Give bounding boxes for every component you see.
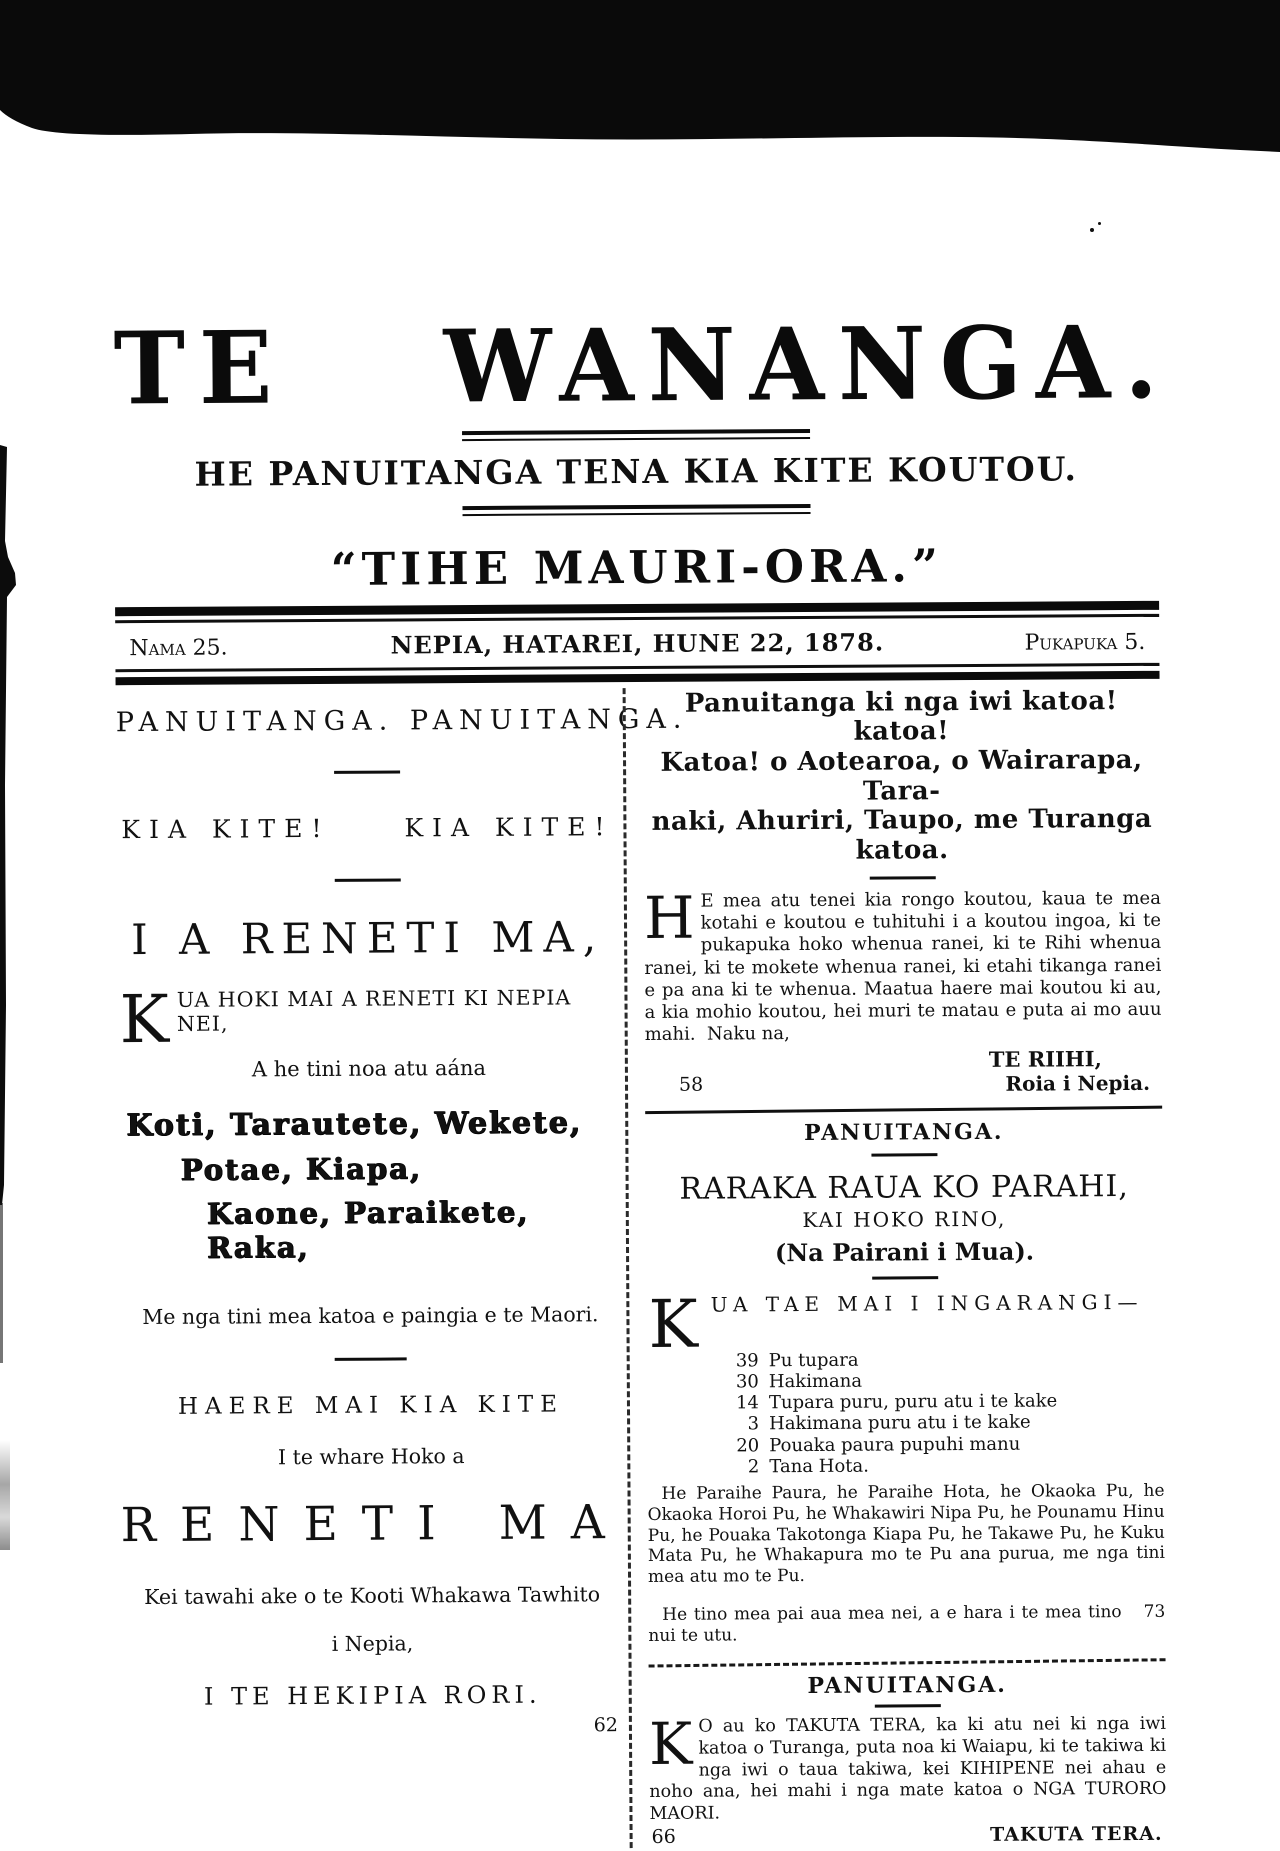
masthead-double-rule xyxy=(462,429,810,441)
ad-number-73: 73 xyxy=(1143,1601,1166,1622)
list-item xyxy=(733,1348,1164,1372)
hardware-title: RARAKA RAUA KO PARAHI, xyxy=(679,1168,1129,1207)
right-heading-line-1: Panuitanga ki nga iwi katoa! katoa! xyxy=(684,685,1118,748)
hardware-subtitle: KAI HOKO RINO, xyxy=(802,1206,1007,1232)
divider-rule xyxy=(335,878,401,881)
ink-dot xyxy=(1090,228,1094,232)
lawyer-footer xyxy=(645,1071,1162,1098)
left-column-heading: PANUITANGA. PANUITANGA. xyxy=(115,703,689,739)
list-item xyxy=(733,1433,1164,1457)
list-item xyxy=(733,1390,1164,1414)
lawyer-role: Roia i Nepia. xyxy=(1005,1070,1151,1096)
item-qty: 2 xyxy=(747,1456,760,1478)
kei-tawahi-line: Kei tawahi ake o te Kooti Whakawa Tawhito xyxy=(144,1582,601,1609)
lawyer-signature: TE RIIHI, xyxy=(988,1045,1102,1072)
right-heading-line-3: naki, Ahuriri, Taupo, me Turanga xyxy=(651,804,1153,838)
kia-kite-2: KIA KITE! xyxy=(404,811,614,843)
panuitanga-heading-2: PANUITANGA. xyxy=(807,1672,1008,1700)
divider-rule xyxy=(869,876,935,879)
issue-number: Nama 25. xyxy=(129,635,228,661)
kia-kite-1: KIA KITE! xyxy=(121,813,331,844)
reneti-big: RENETI MA xyxy=(120,1494,629,1554)
me-nga-line: Me nga tini mea katoa e paingia e te Maori. xyxy=(142,1302,599,1329)
item-qty: 39 xyxy=(735,1350,759,1372)
i-nepia-line: i Nepia, xyxy=(331,1631,414,1656)
right-heading-line-4: katoa. xyxy=(855,835,949,866)
item-qty: 3 xyxy=(747,1413,760,1435)
dropcap-K: K xyxy=(648,1710,693,1779)
goods-line-1: Koti, Tarautete, Wekete, xyxy=(126,1105,583,1143)
newspaper-page xyxy=(113,303,1173,1851)
dateline xyxy=(115,626,1159,661)
divider-rule xyxy=(874,1704,940,1707)
item-qty: 14 xyxy=(735,1392,760,1414)
divider-rule xyxy=(334,770,400,773)
goods-line-3: Kaone, Paraikete, Raka, xyxy=(206,1194,530,1265)
ad-number-58: 58 xyxy=(678,1073,704,1096)
scan-smudge xyxy=(0,1440,10,1550)
divider-rule xyxy=(335,1357,407,1360)
item-qty: 20 xyxy=(736,1434,760,1457)
kua-tae-text: UA TAE MAI I INGARANGI— xyxy=(710,1289,1144,1317)
hekipia-line: I TE HEKIPIA RORI. xyxy=(203,1680,542,1711)
dropcap-K: K xyxy=(648,1285,705,1363)
list-item xyxy=(733,1369,1164,1393)
item-text: Pouaka paura pupuhi manu xyxy=(769,1433,1021,1456)
item-text: Hakimana puru atu i te kake xyxy=(769,1412,1031,1435)
masthead-motto: “TIHE MAURI-ORA.” xyxy=(330,538,944,596)
haere-line: HAERE MAI KIA KITE xyxy=(177,1391,565,1420)
section-rule xyxy=(645,1105,1162,1113)
item-text: Pu tupara xyxy=(768,1349,859,1371)
ad-number-66: 66 xyxy=(651,1825,676,1848)
goods-line-2: Potae, Kiapa, xyxy=(180,1151,423,1187)
list-item xyxy=(733,1454,1164,1478)
goods-list xyxy=(733,1348,1165,1478)
ink-dot xyxy=(1098,222,1101,225)
lawyer-notice-text: E mea atu tenei kia rongo koutou, kaua te mea kotahi e koutou e tuhituhi i a koutou ingoa, ki te pukapuka hoko whenua ranei, ki te Rihi whenua ranei, ki te mokete whenua ranei, ki etahi tikanga ranei e pa ana ki te whenua. Maatua haere mai koutou ki au, a kia mohio koutou, hei muri te matau e puta ai mo auu mahi. Naku na, xyxy=(644,887,1162,1046)
hardware-paragraph-2-text: He tino mea pai aua mea nei, a e hara i te mea tino nui te utu. xyxy=(648,1601,1122,1646)
hardware-attribution: (Na Pairani i Mua). xyxy=(774,1236,1035,1267)
divider-rule xyxy=(872,1276,938,1279)
list-item xyxy=(733,1411,1164,1435)
kua-hoki-text: UA HOKI MAI A RENETI KI NEPIA NEI, xyxy=(176,985,572,1036)
lawyer-notice xyxy=(643,883,1162,1046)
panuitanga-heading-1: PANUITANGA. xyxy=(804,1118,1004,1146)
item-qty: 30 xyxy=(735,1371,759,1393)
divider-rule xyxy=(871,1153,937,1156)
ad-number-62: 62 xyxy=(593,1713,618,1737)
subtitle-double-rule xyxy=(462,504,810,516)
dropcap-K: K xyxy=(119,980,171,1059)
hardware-paragraph-2 xyxy=(648,1602,1165,1647)
item-text: Hakimana xyxy=(768,1370,863,1393)
item-text: Tupara puru, puru atu i te kake xyxy=(768,1390,1058,1414)
volume-number: Pukapuka 5. xyxy=(1024,629,1146,656)
right-column xyxy=(629,681,1167,1848)
doctor-signature: TAKUTA TERA. xyxy=(990,1822,1163,1846)
tini-line: A he tini noa atu aána xyxy=(251,1055,487,1082)
scan-noise-band xyxy=(0,0,1280,165)
whare-line: I te whare Hoko a xyxy=(277,1443,465,1470)
reneti-heading: I A RENETI MA, xyxy=(130,912,606,964)
hardware-paragraph-1: He Paraihe Paura, he Paraihe Hota, he Okaoka Pu, he Okaoka Horoi Pu, he Whakawiri Nipa Pu, he Pounamu Hinu Pu, he Pouaka Takotonga Kiapa Pu, he Takawe Pu, he Kuku Mata Pu, he Whakapura mo te Pu ana purua, me nga tini mea atu mo te Pu. xyxy=(647,1480,1165,1588)
columns xyxy=(116,681,1167,1851)
item-text: Tana Hota. xyxy=(769,1455,870,1478)
masthead-title: TE WANANGA. xyxy=(113,303,1173,428)
doctor-notice xyxy=(648,1710,1167,1826)
kua-hoki-line xyxy=(117,980,619,1059)
doctor-footer xyxy=(650,1823,1167,1848)
right-heading xyxy=(643,687,1161,868)
place-and-date: NEPIA, HATAREI, HUNE 22, 1878. xyxy=(390,627,885,660)
doctor-notice-text: O au ko TAKUTA TERA, ka ki atu nei ki nga iwi katoa o Turanga, puta noa ki Waiapu, ki te takiwa ki nga iwi o taua takiwa, kei KIHIPENE nei ahau e noho ana, hei mahi i nga mate katoa o NGA TURORO MAORI. xyxy=(649,1714,1167,1825)
kia-kite-line xyxy=(116,812,618,844)
dropcap-H: H xyxy=(643,883,695,952)
right-heading-line-2: Katoa! o Aotearoa, o Wairarapa, Tara- xyxy=(660,745,1143,807)
masthead-subtitle: HE PANUITANGA TENA KIA KITE KOUTOU. xyxy=(194,449,1079,494)
